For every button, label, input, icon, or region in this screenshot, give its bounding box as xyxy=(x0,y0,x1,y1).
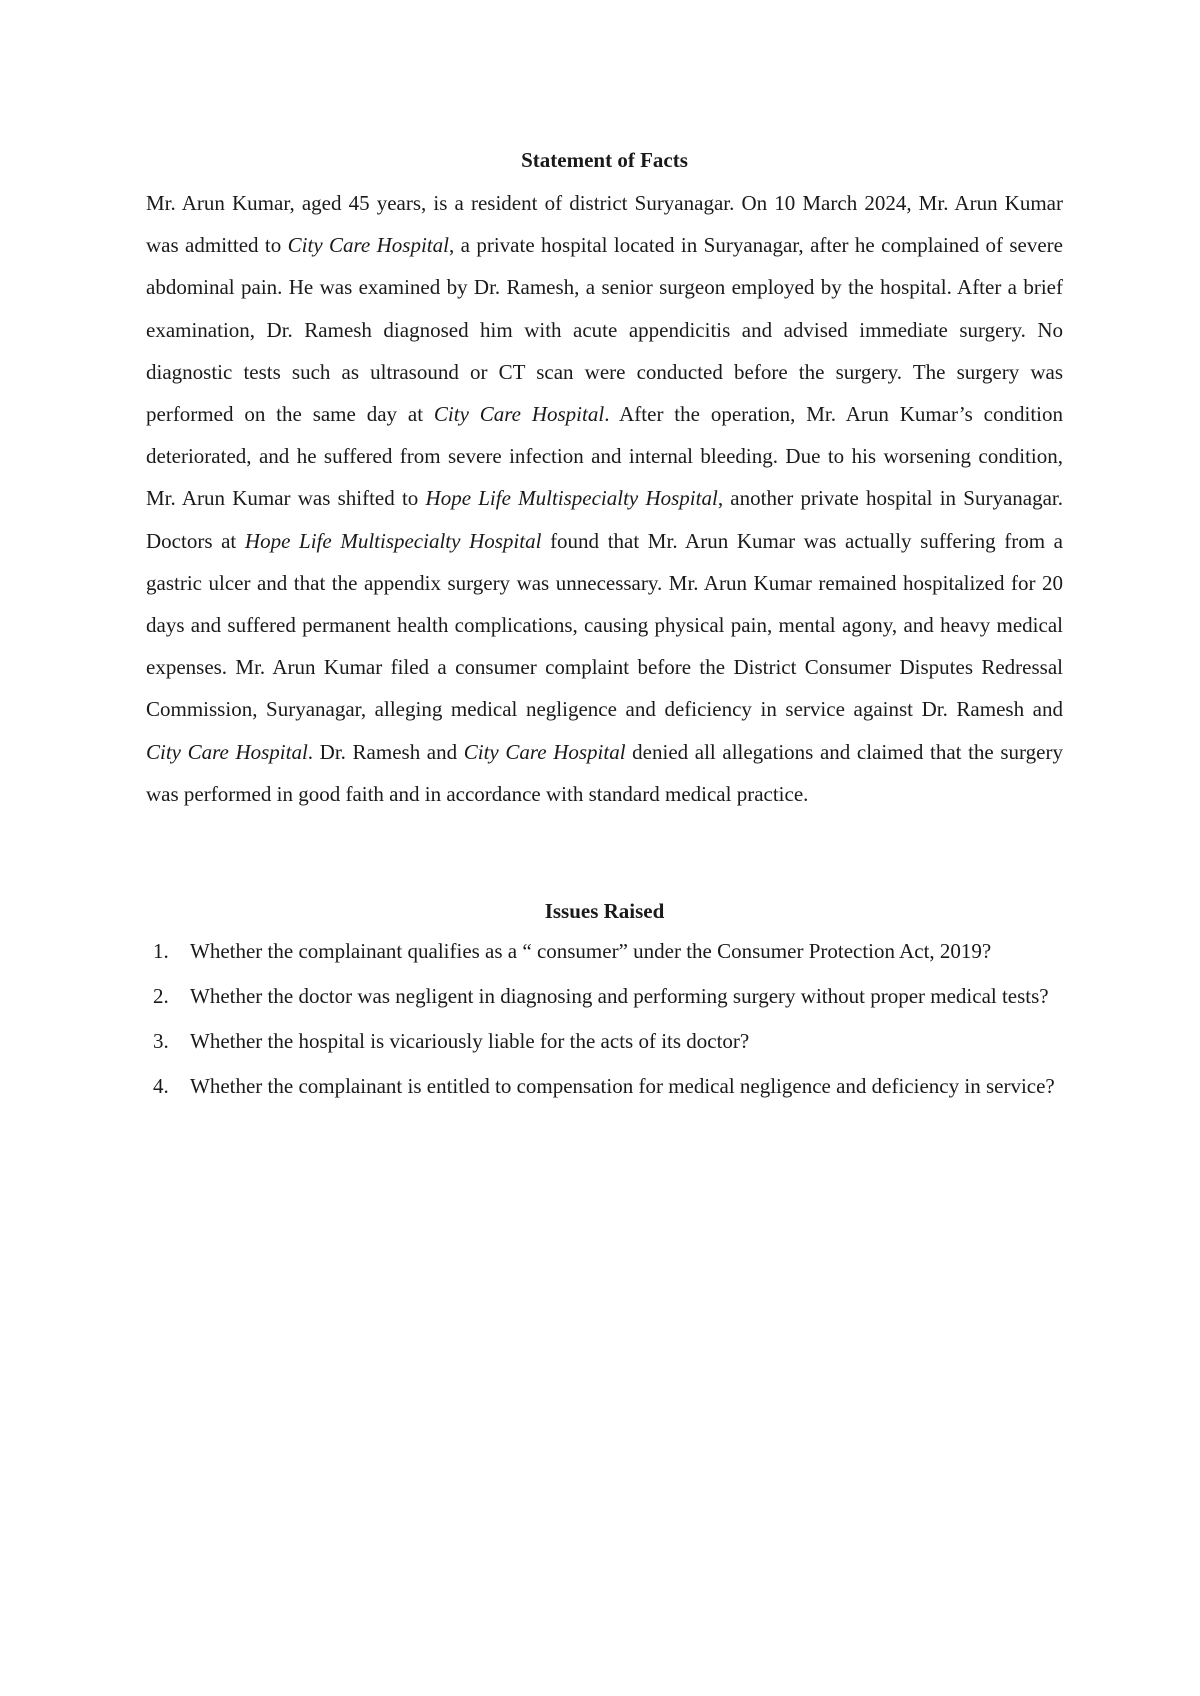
issue-number: 4. xyxy=(153,1074,169,1099)
document-content xyxy=(146,146,1063,1115)
hospital-name-italic: Hope Life Multispecialty Hospital xyxy=(425,486,718,511)
issue-text: Whether the hospital is vicariously liable for the acts of its doctor? xyxy=(190,1029,750,1054)
statement-of-facts-paragraph xyxy=(146,182,1063,815)
issue-item xyxy=(146,935,1063,967)
issue-item xyxy=(146,1070,1063,1102)
issue-number: 1. xyxy=(153,939,169,964)
facts-text: . Dr. Ramesh and xyxy=(307,739,464,764)
hospital-name-italic: City Care Hospital xyxy=(146,739,308,764)
issue-text: Whether the complainant is entitled to compensation for medical negligence and deficiency in service? xyxy=(190,1074,1055,1099)
hospital-name-italic: Hope Life Multispecialty Hospital xyxy=(244,528,542,553)
issue-number: 3. xyxy=(153,1029,169,1054)
statement-of-facts-heading: Statement of Facts xyxy=(521,148,688,172)
issues-list xyxy=(146,935,1063,1102)
issue-number: 2. xyxy=(153,984,169,1009)
hospital-name-italic: City Care Hospital xyxy=(463,739,626,764)
issue-item xyxy=(146,980,1063,1012)
facts-text: , a private hospital located in Suryanagar, after he complained of severe abdominal pain. He was examined by Dr. Ramesh, a senior surgeon employed by the hospital. After a brief examination, Dr. Ramesh diagnosed him with acute appendicitis and advised immediate surgery. No diagnostic tests such as ultrasound or CT scan were conducted before the surgery. The surgery was performed on the same day at xyxy=(146,233,1063,427)
facts-text: Mr. Arun Kumar, aged 45 years, is a resident of district Suryanagar. On 10 March 2024, Mr. Arun Kumar was admitted to xyxy=(146,191,1063,258)
facts-text: . After the operation, Mr. Arun Kumar’s condition deteriorated, and he suffered from severe infection and internal bleeding. Due to his worsening condition, Mr. Arun Kumar was shifted to xyxy=(146,402,1063,511)
issues-raised-heading: Issues Raised xyxy=(544,899,665,924)
facts-text: , another private hospital in Suryanagar. Doctors at xyxy=(146,486,1063,553)
facts-text: found that Mr. Arun Kumar was actually suffering from a gastric ulcer and that the appendix surgery was unnecessary. Mr. Arun Kumar remained hospitalized for 20 days and suffered permanent health complications, causing physical pain, mental agony, and heavy medical expenses. Mr. Arun Kumar filed a consumer complaint before the District Consumer Disputes Redressal Commission, Suryanagar, alleging medical negligence and deficiency in service against Dr. Ramesh and xyxy=(146,528,1063,722)
hospital-name-italic: City Care Hospital xyxy=(433,402,605,427)
facts-text: denied all allegations and claimed that the surgery was performed in good faith and in accordance with standard medical practice. xyxy=(146,739,1063,806)
issue-text: Whether the complainant qualifies as a “ consumer” under the Consumer Protection Act, 2019? xyxy=(190,939,992,964)
issue-text: Whether the doctor was negligent in diagnosing and performing surgery without proper medical tests? xyxy=(190,984,1049,1009)
hospital-name-italic: City Care Hospital xyxy=(287,233,449,258)
issue-item xyxy=(146,1025,1063,1057)
